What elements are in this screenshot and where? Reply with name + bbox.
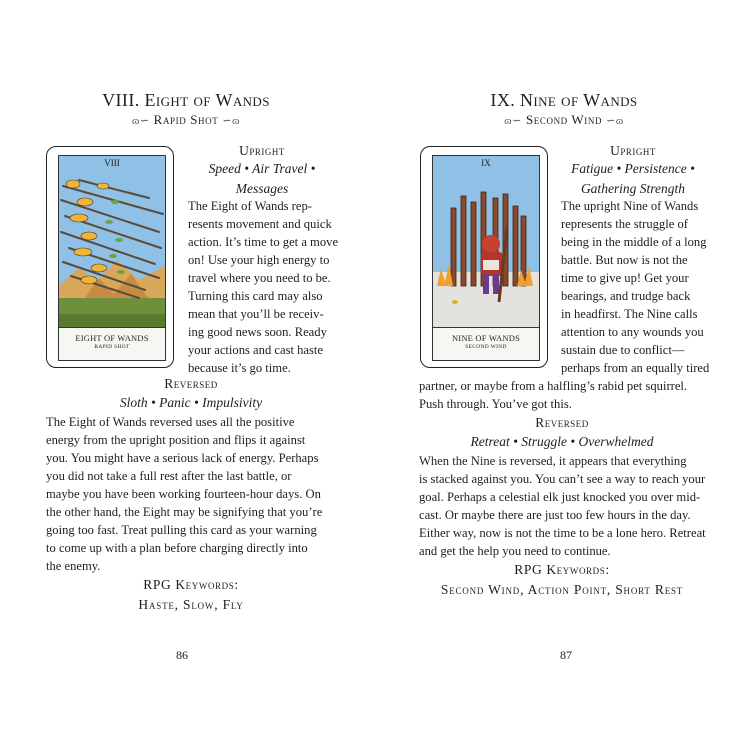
card-subname: RAPID SHOT [94,344,130,350]
text-line: represents the struggle of [561,217,688,231]
tarot-card-eight-of-wands [46,146,174,368]
text-line: battle. But now is not the [561,253,688,267]
card-name: NINE OF WANDS [451,333,521,343]
text-line: going too fast. Treat pulling this card as your warning [46,523,317,537]
text-line: sustain due to conflict— [561,343,685,357]
rpg-keywords-heading: RPG Keywords: [514,562,610,577]
text-line: on! Use your high energy to [188,253,330,267]
reversed-keywords: Retreat • Struggle • Overwhelmed [470,434,654,449]
card-numeral: IX [481,158,491,168]
text-line: attention to any wounds you [561,325,704,339]
card-illustration [59,156,165,328]
reversed-keywords: Sloth • Panic • Impulsivity [119,395,263,410]
upright-heading: Upright [610,143,656,158]
text-line: the other hand, the Eight may be signifying that you’re [46,505,323,519]
card-title: IX. Nine of Wands [490,90,638,110]
reversed-heading: Reversed [535,415,589,430]
rpg-keywords: Second Wind, Action Point, Short Rest [440,582,684,597]
card-title: VIII. Eight of Wands [102,90,270,110]
text-line: you. You might have a serious lack of energy. Perhaps [46,451,319,465]
text-line: The Eight of Wands rep- [188,199,312,213]
card-frame [432,155,540,361]
upright-keywords: Fatigue • Persistence • Gathering Strength [571,161,695,196]
text-line: travel where you need to be. [188,271,331,285]
ornament-icon: ∽ɷ [606,115,624,127]
card-caption [59,327,165,360]
card-caption [433,327,539,360]
card-illustration [433,156,539,328]
text-line: your actions and cast haste [188,343,323,357]
card-subname: SECOND WIND [465,344,507,350]
ornament-icon: ɷ∽ [504,115,522,127]
rpg-keywords: Haste, Slow, Fly [138,597,244,612]
ornament-icon: ɷ∽ [132,115,150,127]
upright-keywords: Speed • Air Travel • Messages [208,161,316,196]
text-line: to come up with a plan before charging directly into [46,541,308,555]
card-frame [58,155,166,361]
card-subtitle: ɷ∽ Rapid Shot ∽ɷ [132,112,240,127]
text-line: energy from the upright position and flips it against [46,433,306,447]
text-line: cast. Or maybe there are just too few hours in the day. [419,508,691,522]
text-line: mean that you’ll be receiv- [188,307,324,321]
page-number: 87 [560,648,572,662]
text-line: the enemy. [46,559,101,573]
reversed-heading: Reversed [164,376,218,391]
ornament-icon: ∽ɷ [222,115,240,127]
right-page [378,0,750,750]
text-line: ing good news soon. Ready [188,325,327,339]
text-line: Push through. You’ve got this. [419,397,572,411]
left-page [0,0,372,750]
text-line: is stacked against you. You can’t see a way to reach your [419,472,706,486]
upright-body [188,197,339,377]
text-line: The upright Nine of Wands [561,199,699,213]
text-line: and get the help you need to continue. [419,544,611,558]
rpg-keywords-heading: RPG Keywords: [143,577,239,592]
page-number: 86 [176,648,188,662]
text-line: being in the middle of a long [561,235,707,249]
text-line: because it’s go time. [188,361,291,375]
text-line: perhaps from an equally tired [561,361,710,375]
text-line: The Eight of Wands reversed uses all the positive [46,415,295,429]
card-name: EIGHT OF WANDS [75,333,149,343]
text-line: Turning this card may also [188,289,323,303]
text-line: Either way, now is not the time to be a lone hero. Retreat [419,526,706,540]
text-line: goal. Perhaps a celestial elk just knocked you over mid- [419,490,701,504]
text-line: partner, or maybe from a halfling’s rabid pet squirrel. [419,379,688,393]
text-line: bearings, and trudge back [561,289,691,303]
text-line: action. It’s time to get a move [188,235,339,249]
card-subtitle: ɷ∽ Second Wind ∽ɷ [504,112,624,127]
text-line: maybe you have been working fourteen-hour days. On [46,487,321,501]
tarot-card-nine-of-wands [420,146,548,368]
reversed-body [46,413,336,575]
upright-body [561,197,710,377]
text-line: When the Nine is reversed, it appears that everything [419,454,687,468]
text-line: resents movement and quick [188,217,332,231]
upright-body-continued [419,377,705,413]
text-line: in headfirst. The Nine calls [561,307,698,321]
card-numeral: VIII [104,158,120,168]
text-line: you did not take a full rest after the last battle, or [46,469,292,483]
upright-heading: Upright [239,143,285,158]
reversed-body [419,452,705,560]
text-line: time to give up! Get your [561,271,689,285]
